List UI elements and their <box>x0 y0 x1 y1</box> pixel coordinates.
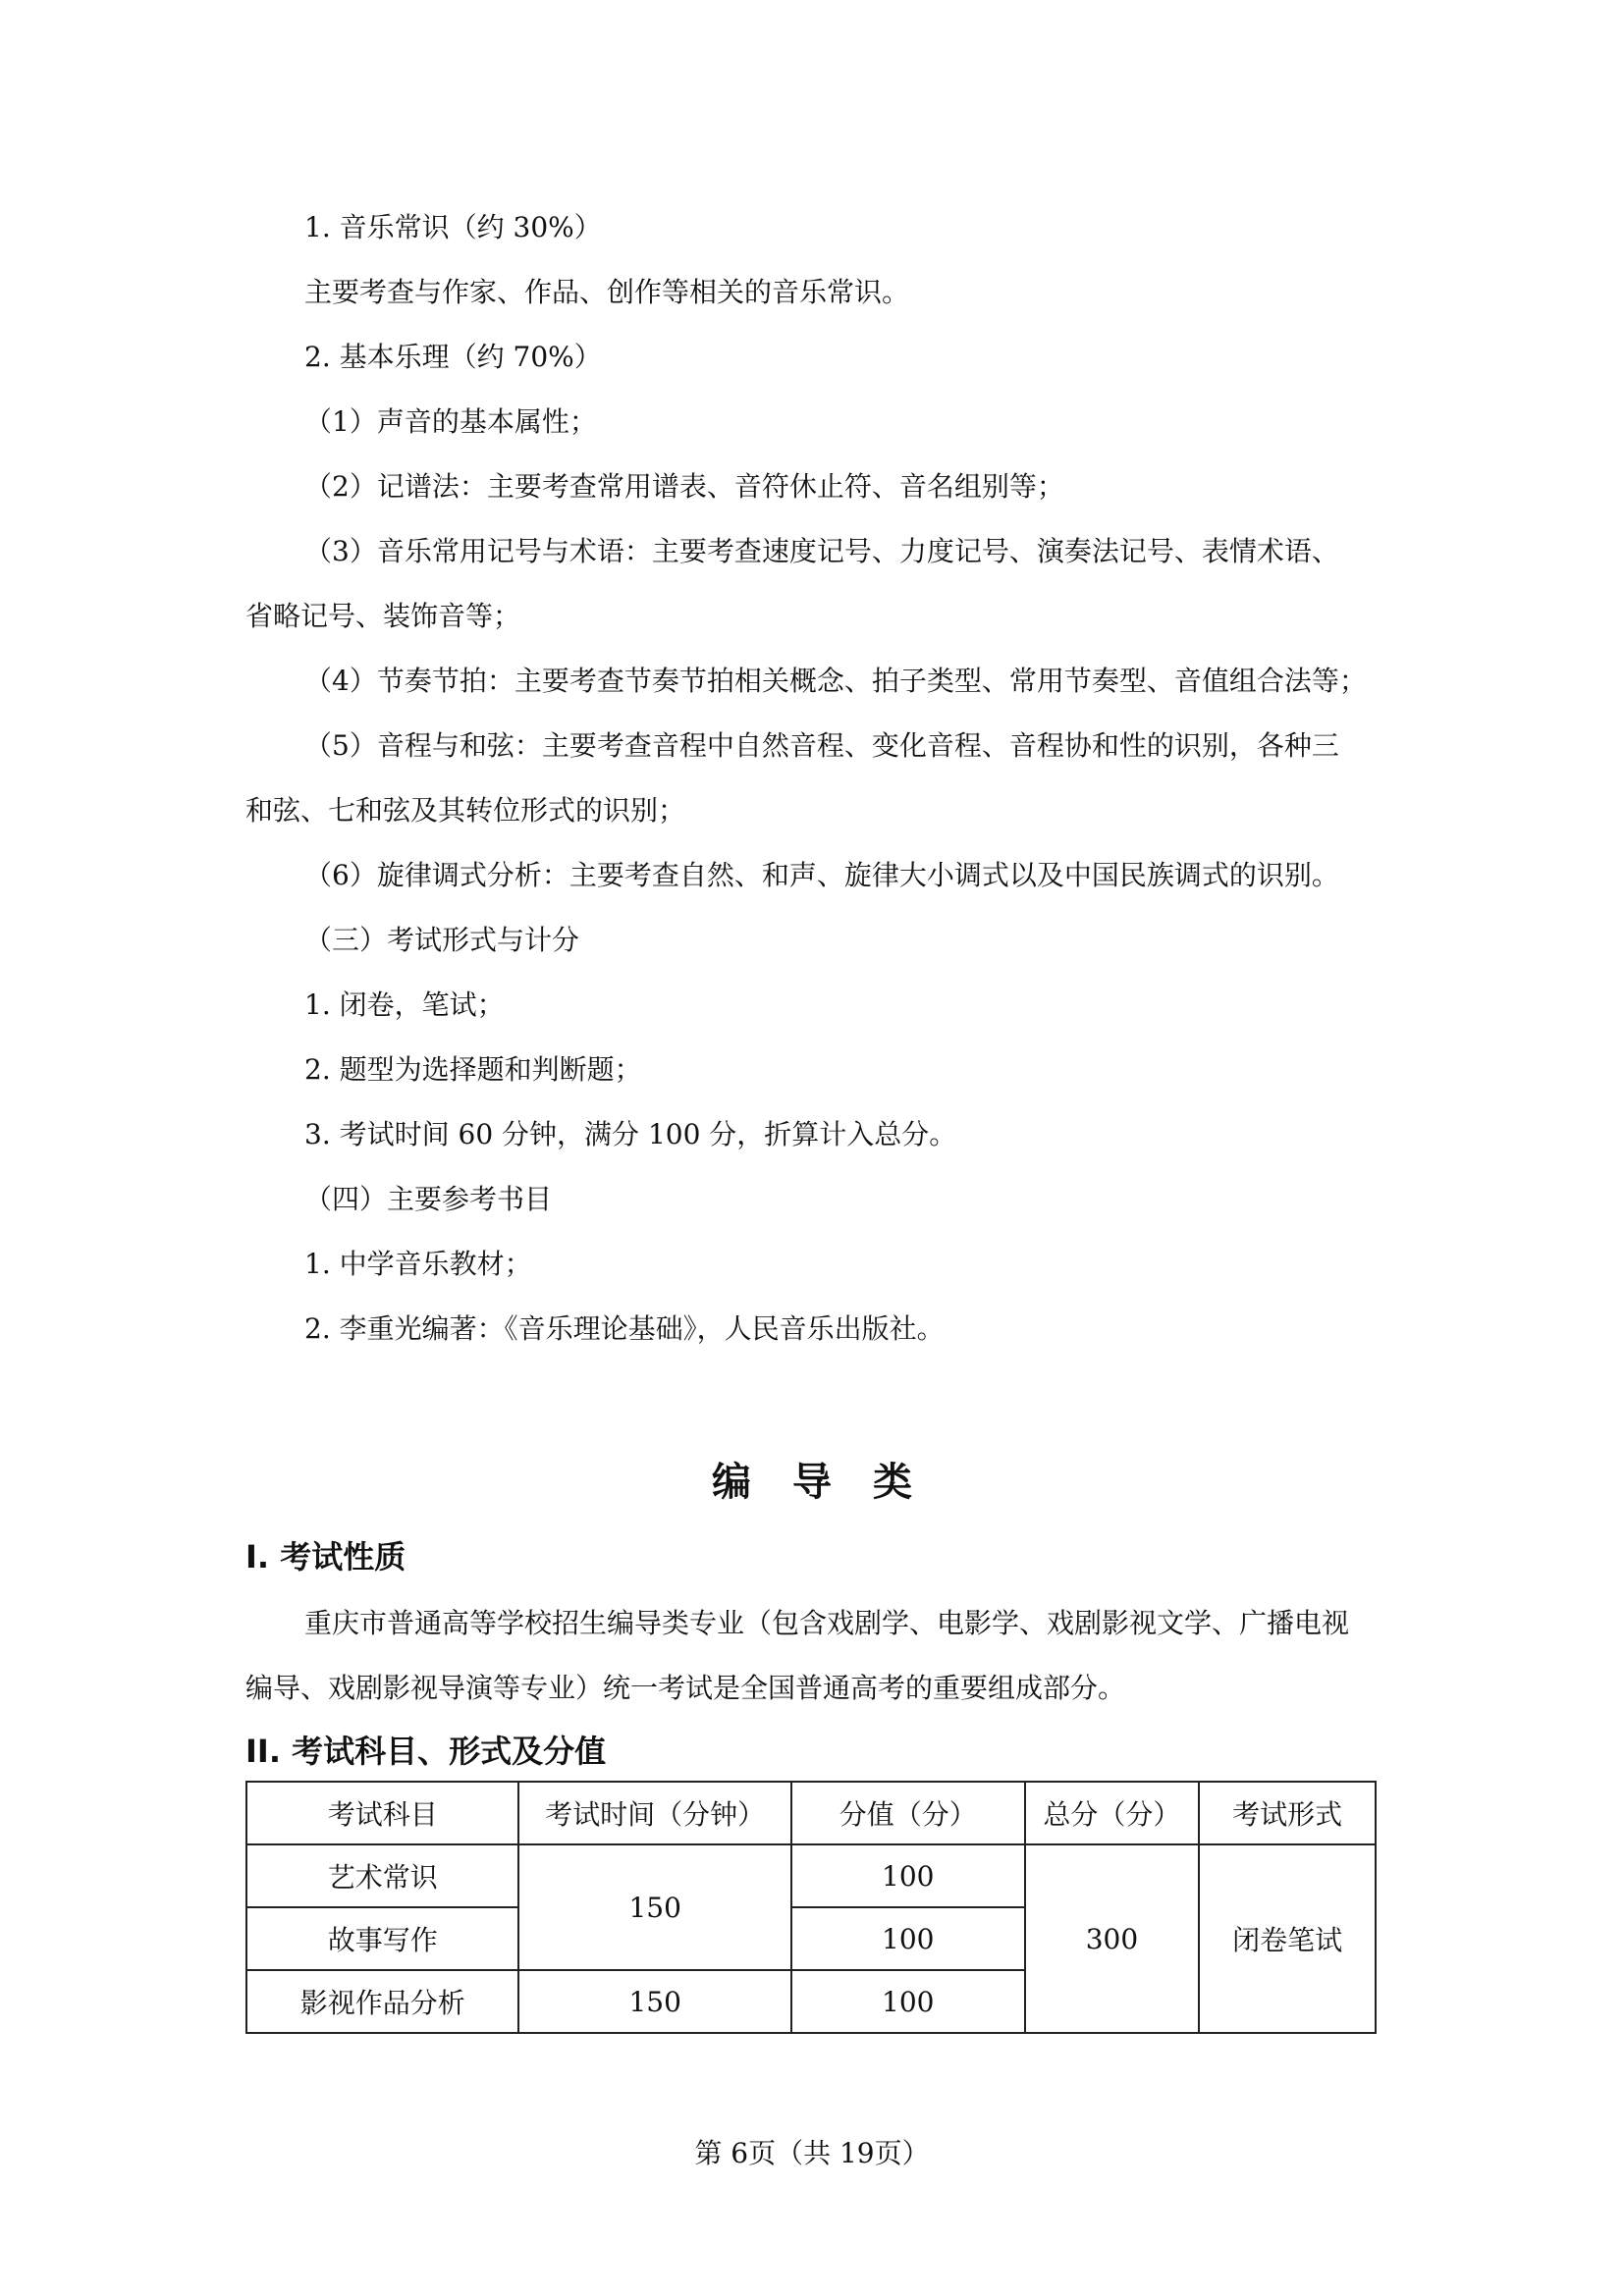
music-item: 1. 闭卷，笔试； <box>304 988 505 1021</box>
music-item: 2. 题型为选择题和判断题； <box>304 1053 642 1086</box>
music-item-title: 2. 基本乐理（约 70%） <box>304 341 602 373</box>
section-heading-subjects: II. 考试科目、形式及分值 <box>245 1733 607 1770</box>
music-subitem: （1）声音的基本属性； <box>304 405 597 438</box>
nature-paragraph-line1: 重庆市普通高等学校招生编导类专业（包含戏剧学、电影学、戏剧影视文学、广播电视 <box>304 1607 1350 1639</box>
table-header-cell: 总分（分） <box>1025 1782 1200 1844</box>
music-subheading: （三）考试形式与计分 <box>304 924 580 956</box>
music-subitem: （2）记谱法：主要考查常用谱表、音符休止符、音名组别等； <box>304 470 1064 503</box>
table-header-cell: 考试形式 <box>1199 1782 1376 1844</box>
score-cell: 100 <box>791 1844 1025 1907</box>
section-title: 编导类 <box>712 1460 953 1505</box>
reference-item: 1. 中学音乐教材； <box>304 1248 532 1280</box>
time-cell-merged: 150 <box>518 1844 790 1970</box>
form-cell: 闭卷笔试 <box>1199 1844 1376 2033</box>
subject-cell: 影视作品分析 <box>246 1970 518 2033</box>
nature-paragraph-line2: 编导、戏剧影视导演等专业）统一考试是全国普通高考的重要组成部分。 <box>245 1672 1126 1704</box>
table-header-cell: 分值（分） <box>791 1782 1025 1844</box>
music-subheading: （四）主要参考书目 <box>304 1183 553 1215</box>
music-subitem: （4）节奏节拍：主要考查节奏节拍相关概念、拍子类型、常用节奏型、音值组合法等； <box>304 665 1367 697</box>
music-subitem: （3）音乐常用记号与术语：主要考查速度记号、力度记号、演奏法记号、表情术语、 <box>304 535 1339 567</box>
music-subitem-cont: 省略记号、装饰音等； <box>245 600 521 632</box>
total-cell: 300 <box>1025 1844 1200 2033</box>
table-header-cell: 考试科目 <box>246 1782 518 1844</box>
time-cell: 150 <box>518 1970 790 2033</box>
score-cell: 100 <box>791 1907 1025 1970</box>
section-heading-nature: I. 考试性质 <box>245 1538 406 1575</box>
table-row <box>246 1844 1376 1907</box>
music-subitem: （5）音程与和弦：主要考查音程中自然音程、变化音程、音程协和性的识别，各种三 <box>304 729 1339 762</box>
table-header-cell: 考试时间（分钟） <box>518 1782 790 1844</box>
table-header-row <box>246 1782 1376 1844</box>
exam-table <box>245 1781 1377 2034</box>
subject-cell: 艺术常识 <box>246 1844 518 1907</box>
music-item-desc: 主要考查与作家、作品、创作等相关的音乐常识。 <box>304 276 910 308</box>
page-number: 第 6页（共 19页） <box>694 2137 930 2169</box>
subject-cell: 故事写作 <box>246 1907 518 1970</box>
reference-item: 2. 李重光编著：《音乐理论基础》，人民音乐出版社。 <box>304 1312 945 1345</box>
music-subitem-cont: 和弦、七和弦及其转位形式的识别； <box>245 794 686 827</box>
music-item: 3. 考试时间 60 分钟，满分 100 分，折算计入总分。 <box>304 1118 957 1150</box>
music-subitem: （6）旋律调式分析：主要考查自然、和声、旋律大小调式以及中国民族调式的识别。 <box>304 859 1339 891</box>
music-item-title: 1. 音乐常识（约 30%） <box>304 211 602 243</box>
score-cell: 100 <box>791 1970 1025 2033</box>
